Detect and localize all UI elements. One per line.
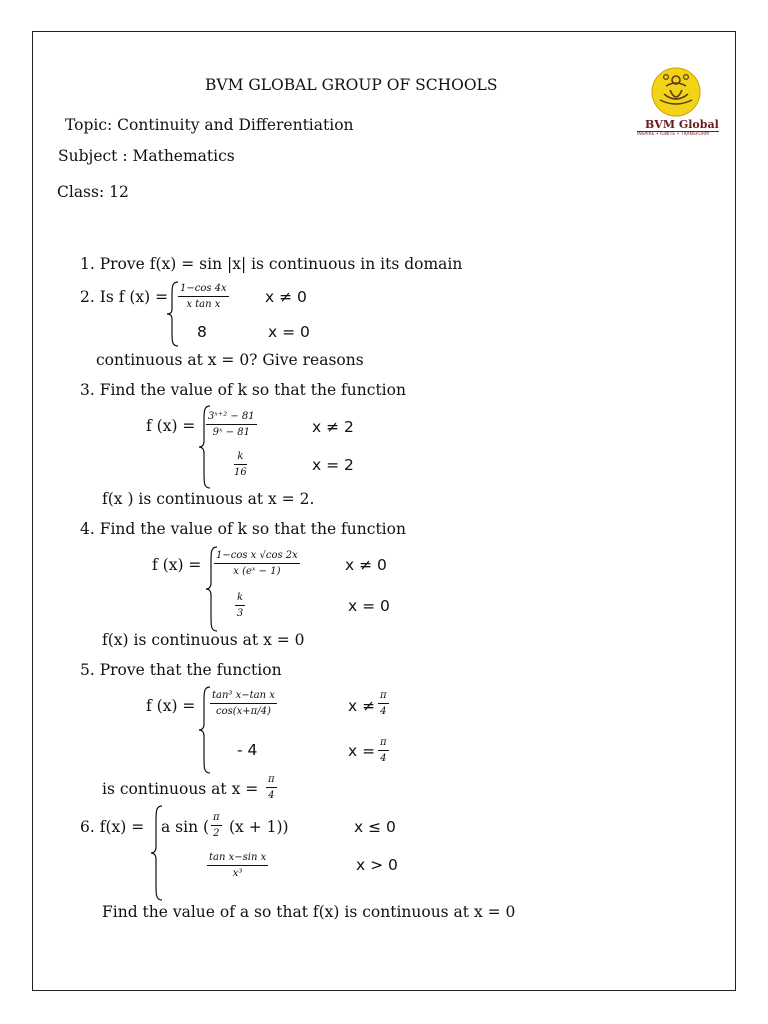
q5-val2: - 4 <box>237 741 258 759</box>
q6-two: 2 <box>213 828 220 839</box>
q3-fx: f (x) = <box>146 417 196 435</box>
logo-name: BVM Global <box>645 118 719 131</box>
q5-pi-3: π <box>266 774 277 788</box>
q5-four-2: 4 <box>380 753 387 764</box>
q5-pi-1: π <box>378 690 389 704</box>
q5-num: tan³ x−tan x <box>210 690 277 704</box>
q3-cond1: x ≠ 2 <box>312 418 354 436</box>
q5-four-3: 4 <box>268 790 275 801</box>
q5-four-1: 4 <box>380 706 387 717</box>
q4-den2: 3 <box>236 608 244 619</box>
page-border <box>32 31 736 991</box>
q5-pi-frac-2 <box>378 737 389 764</box>
q2-val2: 8 <box>197 323 207 341</box>
q6-row1-tail: (x + 1)) <box>229 818 289 836</box>
q6-cond1: x ≤ 0 <box>354 818 396 836</box>
q3-den2: 16 <box>234 467 247 478</box>
q3-fraction <box>206 411 257 438</box>
q4-fraction <box>214 550 300 577</box>
subject-line: Subject : Mathematics <box>58 147 235 165</box>
q4-fraction-2 <box>235 592 245 619</box>
q3-lead: 3. Find the value of k so that the function <box>80 381 406 399</box>
q4-num2: k <box>235 592 245 606</box>
q6-num: tan x−sin x <box>207 852 268 866</box>
q5-lead: 5. Prove that the function <box>80 661 282 679</box>
q6-row1: a sin ( <box>161 818 210 836</box>
q3-den: 9ˣ − 81 <box>212 427 251 438</box>
q3-cond2: x = 2 <box>312 456 354 474</box>
q5-cond1: x ≠ <box>348 697 376 715</box>
logo-tagline: INSPIRE • IGNITE • TRANSFORM <box>637 132 709 137</box>
q2-lead: 2. Is f (x) = <box>80 288 169 306</box>
q2-tail: continuous at x = 0? Give reasons <box>96 351 364 369</box>
q5-cond2: x = <box>348 742 376 760</box>
q4-den: x (eˣ − 1) <box>233 566 281 577</box>
q4-num: 1−cos x √cos 2x <box>214 550 300 564</box>
q2-cond1: x ≠ 0 <box>265 288 307 306</box>
q5-fraction <box>210 690 277 717</box>
q6-cond2: x > 0 <box>356 856 398 874</box>
q2-den: x tan x <box>186 299 221 310</box>
q4-cond1: x ≠ 0 <box>345 556 387 574</box>
q6-tail: Find the value of a so that f(x) is continuous at x = 0 <box>102 903 516 921</box>
q5-pi-2: π <box>378 737 389 751</box>
q1-text: 1. Prove f(x) = sin |x| is continuous in its domain <box>80 255 463 273</box>
q4-fx: f (x) = <box>152 556 202 574</box>
q6-den: x³ <box>232 868 243 879</box>
school-title: BVM GLOBAL GROUP OF SCHOOLS <box>205 76 498 94</box>
q2-cond2: x = 0 <box>268 323 310 341</box>
q6-lead: 6. f(x) = <box>80 818 145 836</box>
q5-pi-frac-1 <box>378 690 389 717</box>
q3-tail: f(x ) is continuous at x = 2. <box>102 490 315 508</box>
q2-num: 1−cos 4x <box>178 283 229 297</box>
q3-num: 3ˣ⁺² − 81 <box>206 411 257 425</box>
q4-tail: f(x) is continuous at x = 0 <box>102 631 305 649</box>
q5-tail: is continuous at x = <box>102 780 259 798</box>
class-line: Class: 12 <box>57 183 129 201</box>
topic-line: Topic: Continuity and Differentiation <box>65 116 354 134</box>
q5-pi-frac-3 <box>266 774 277 801</box>
q4-lead: 4. Find the value of k so that the function <box>80 520 406 538</box>
q4-cond2: x = 0 <box>348 597 390 615</box>
q6-pi-frac <box>211 812 222 839</box>
q5-den: cos(x+π/4) <box>215 706 271 717</box>
q6-fraction <box>207 852 268 879</box>
q2-fraction <box>178 283 229 310</box>
q3-fraction-2 <box>234 451 247 478</box>
q6-pi: π <box>211 812 222 826</box>
q3-num2: k <box>234 451 247 465</box>
q5-fx: f (x) = <box>146 697 196 715</box>
